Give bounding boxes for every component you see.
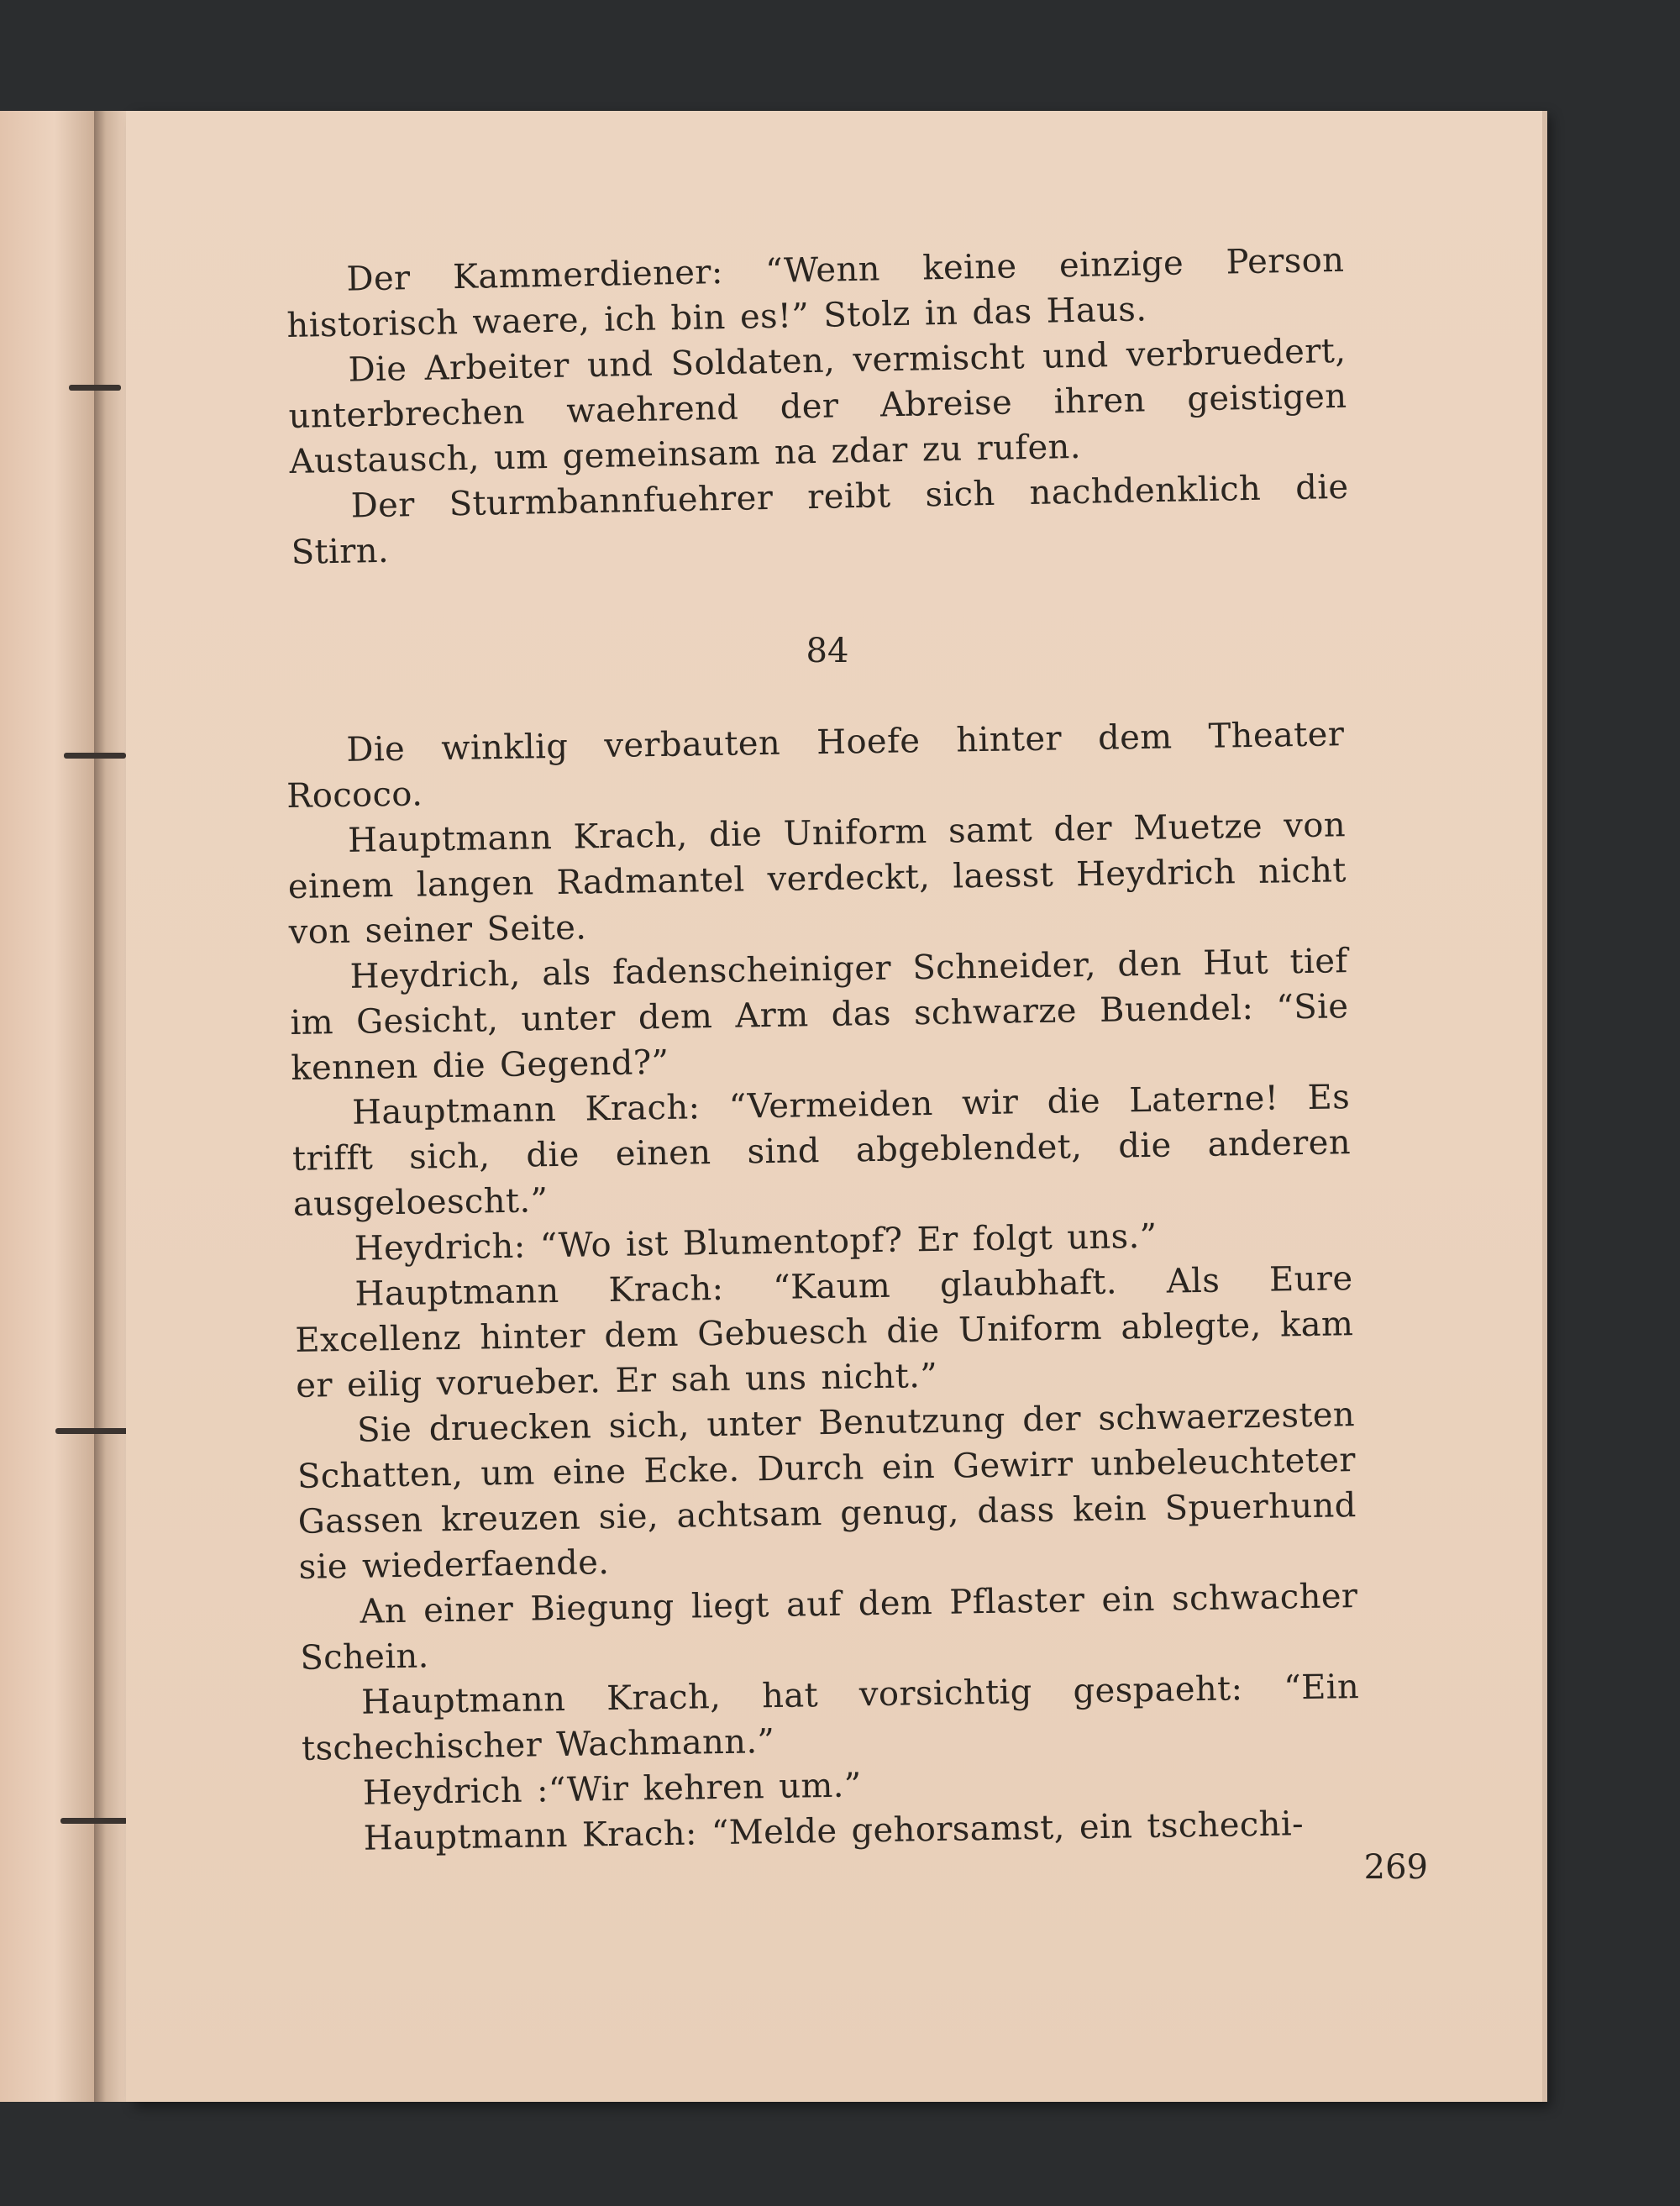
facing-page-edge xyxy=(0,111,99,2102)
paragraph: Der Kammerdiener: “Wenn keine einzige Person historisch waere, ich bin es!” Stolz in das Haus. xyxy=(286,240,1345,345)
paragraph: Hauptmann Krach: “Kaum glaubhaft. Als Eure Excellenz hinter dem Gebuesch die Uniform ablegte, kam er eilig vorueber. Er sah uns nicht.” xyxy=(295,1259,1354,1405)
paragraph: Die winklig verbauten Hoefe hinter dem Theater Rococo. xyxy=(286,715,1345,816)
book-page xyxy=(126,111,1542,2102)
paragraph: Die Arbeiter und Soldaten, vermischt und verbruedert, unterbrechen waehrend der Abreise ihren geistigen Austausch, um gemeinsam na zdar zu rufen. xyxy=(288,331,1347,481)
paragraph: Sie druecken sich, unter Benutzung der schwaerzesten Schatten, um eine Ecke. Durch ein Gewirr unbeleuchteter Gassen kreuzen sie, achtsam genug, dass kein Spuerhund sie wiederfaende. xyxy=(297,1395,1357,1587)
paragraph: Heydrich: “Wo ist Blumentopf? Er folgt uns.” xyxy=(354,1216,1158,1268)
section-number: 84 xyxy=(806,632,849,670)
paragraph: Hauptmann Krach: “Vermeiden wir die Laterne! Es trifft sich, die einen sind abgeblendet, die anderen ausgeloescht.” xyxy=(291,1078,1352,1224)
binding-thread xyxy=(55,1428,133,1434)
binding-thread xyxy=(60,1818,128,1824)
paragraph: Hauptmann Krach: “Melde gehorsamst, ein tschechi- xyxy=(363,1804,1305,1858)
section-end-text xyxy=(286,238,1350,575)
section-84-text xyxy=(286,712,1362,1862)
binding-thread xyxy=(69,385,121,391)
page-number: 269 xyxy=(1363,1848,1428,1887)
paragraph: An einer Biegung liegt auf dem Pflaster ein schwacher Schein. xyxy=(300,1577,1358,1678)
paragraph: Heydrich :“Wir kehren um.” xyxy=(362,1766,863,1813)
paragraph: Der Sturmbannfuehrer reibt sich nachdenklich die Stirn. xyxy=(291,467,1349,572)
paragraph: Hauptmann Krach, die Uniform samt der Muetze von einem langen Radmantel verdeckt, laesst Heydrich nicht von seiner Seite. xyxy=(287,806,1347,952)
paragraph: Heydrich, als fadenscheiniger Schneider, den Hut tief im Gesicht, unter dem Arm das schwarze Buendel: “Sie kennen die Gegend?” xyxy=(290,942,1349,1088)
binding-thread xyxy=(64,753,126,759)
paragraph: Hauptmann Krach, hat vorsichtig gespaeht: “Ein tschechischer Wachmann.” xyxy=(301,1668,1360,1768)
